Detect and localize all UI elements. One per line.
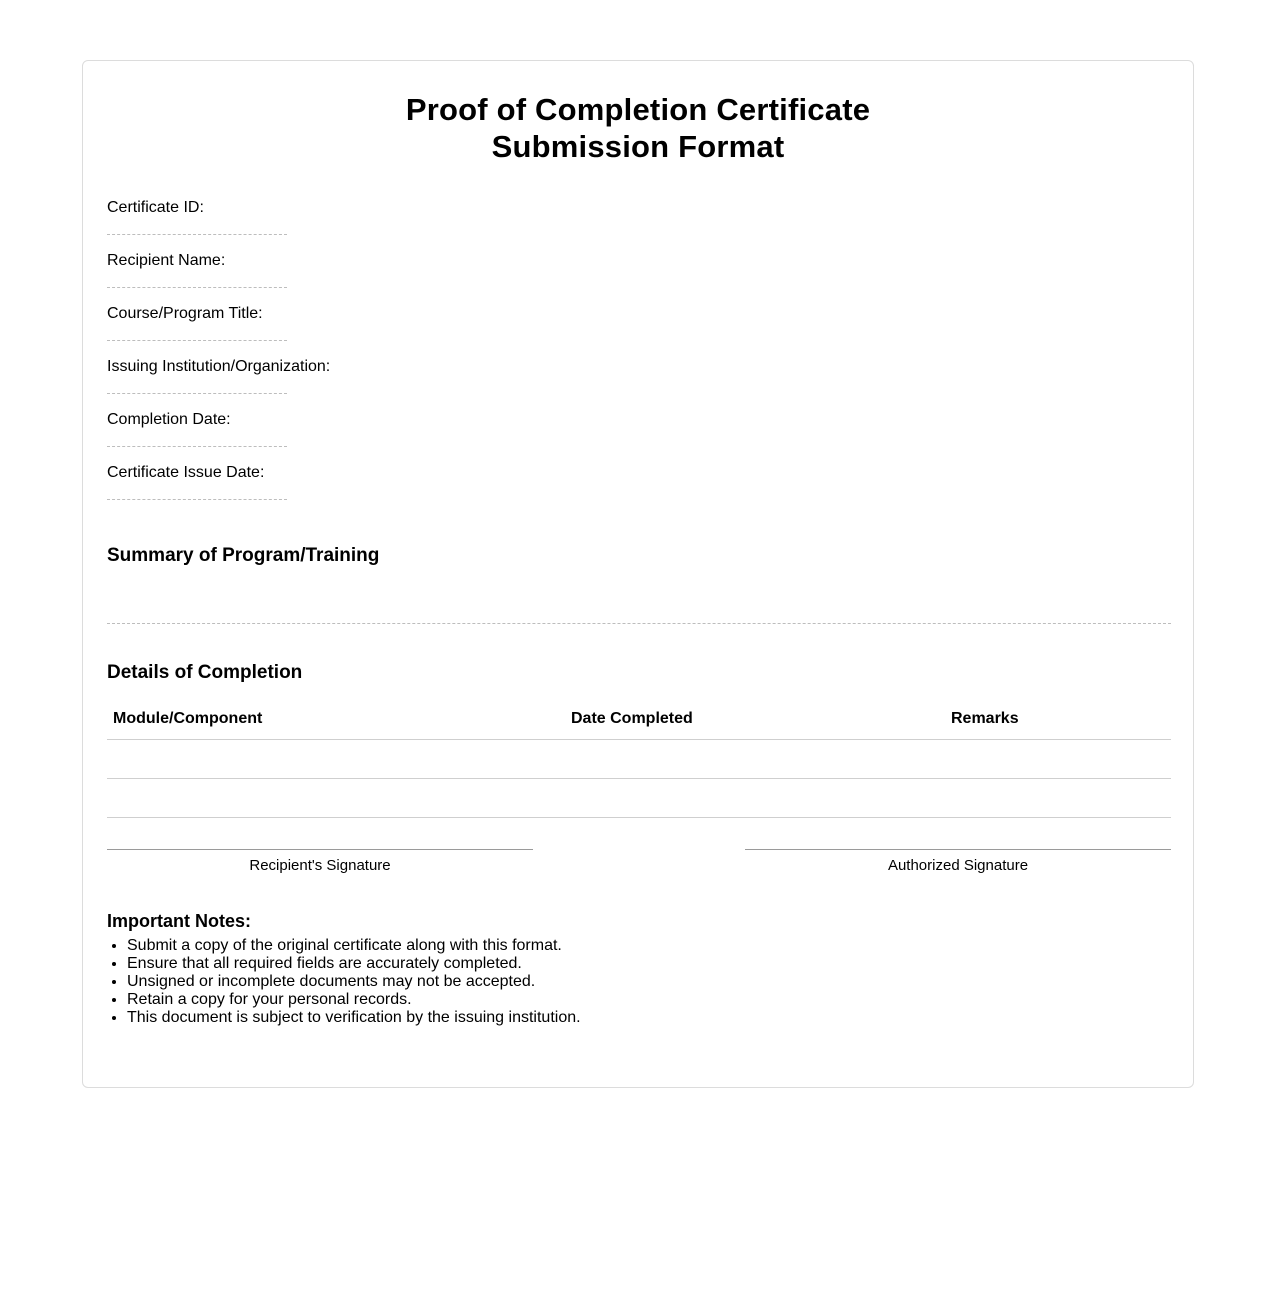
notes-heading: Important Notes: (107, 911, 251, 931)
list-item: • Ensure that all required fields are accurately completed. (127, 955, 581, 973)
certificate-id-label: Certificate ID: (107, 199, 204, 216)
recipient-signature-line[interactable] (107, 849, 533, 874)
summary-field[interactable] (107, 623, 1171, 624)
completion-date-field[interactable] (107, 411, 287, 447)
authorized-signature-line[interactable] (745, 849, 1171, 874)
column-header-remarks: Remarks (951, 710, 1019, 727)
details-table (107, 701, 1171, 818)
issuing-institution-field[interactable] (107, 358, 331, 394)
title-line-2: Submission Format (491, 129, 785, 164)
list-item: • Retain a copy for your personal records. (127, 991, 581, 1009)
list-item: • Submit a copy of the original certificate along with this format. (127, 937, 581, 955)
authorized-signature-label: Authorized Signature (887, 857, 1029, 874)
course-program-title-field[interactable] (107, 305, 287, 341)
recipient-name-field[interactable] (107, 252, 287, 288)
details-table-header (107, 701, 1171, 740)
details-heading: Details of Completion (107, 662, 303, 683)
list-item: • Unsigned or incomplete documents may not be accepted. (127, 973, 581, 991)
title-line-1: Proof of Completion Certificate (405, 92, 871, 127)
page-title (83, 91, 1193, 165)
notes-list (107, 937, 581, 1027)
column-header-module: Module/Component (113, 710, 263, 727)
recipient-signature-label: Recipient's Signature (249, 857, 391, 874)
certificate-issue-date-label: Certificate Issue Date: (107, 464, 265, 481)
table-row[interactable] (107, 740, 1171, 779)
issuing-institution-label: Issuing Institution/Organization: (107, 358, 331, 375)
completion-date-label: Completion Date: (107, 411, 231, 428)
course-program-title-label: Course/Program Title: (107, 305, 263, 322)
certificate-id-field[interactable] (107, 199, 287, 235)
recipient-name-label: Recipient Name: (107, 252, 226, 269)
list-item: • This document is subject to verification by the issuing institution. (127, 1009, 581, 1027)
column-header-date-completed: Date Completed (571, 710, 693, 727)
certificate-form-card (82, 60, 1194, 1088)
certificate-issue-date-field[interactable] (107, 464, 287, 500)
summary-heading: Summary of Program/Training (107, 545, 380, 566)
table-row[interactable] (107, 779, 1171, 818)
